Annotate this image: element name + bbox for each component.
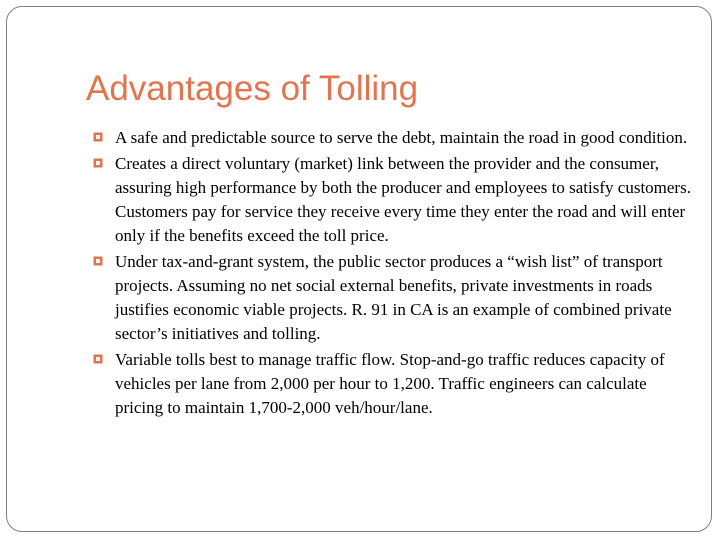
bullet-text: Variable tolls best to manage traffic flow. Stop-and-go traffic reduces capacity of vehicles per lane from 2,000 per hour to 1,200. Traffic engineers can calculate pricing to maintain 1,700-2,000 veh/hour/lane. <box>115 350 665 417</box>
slide-frame <box>6 6 712 532</box>
slide-title: Advantages of Tolling <box>86 69 419 108</box>
square-bullet-icon <box>93 158 103 168</box>
square-bullet-icon <box>93 354 103 364</box>
square-bullet-icon <box>93 132 103 142</box>
bullet-item <box>93 250 693 346</box>
bullet-text: Under tax-and-grant system, the public sector produces a “wish list” of transport projects. Assuming no net social external benefits, private investments in roads justifies economic viable projects. R. 91 in CA is an example of combined private sector’s initiatives and tolling. <box>115 252 672 343</box>
bullet-item <box>93 152 693 248</box>
bullet-text: A safe and predictable source to serve the debt, maintain the road in good condition. <box>115 128 688 147</box>
bullet-text: Creates a direct voluntary (market) link between the provider and the consumer, assuring high performance by both the producer and employees to satisfy customers. Customers pay for service they receive every time they enter the road and will enter only if the benefits exceed the toll price. <box>115 154 691 245</box>
square-bullet-icon <box>93 256 103 266</box>
bullet-list <box>93 126 693 422</box>
bullet-item <box>93 348 693 420</box>
bullet-item <box>93 126 693 150</box>
